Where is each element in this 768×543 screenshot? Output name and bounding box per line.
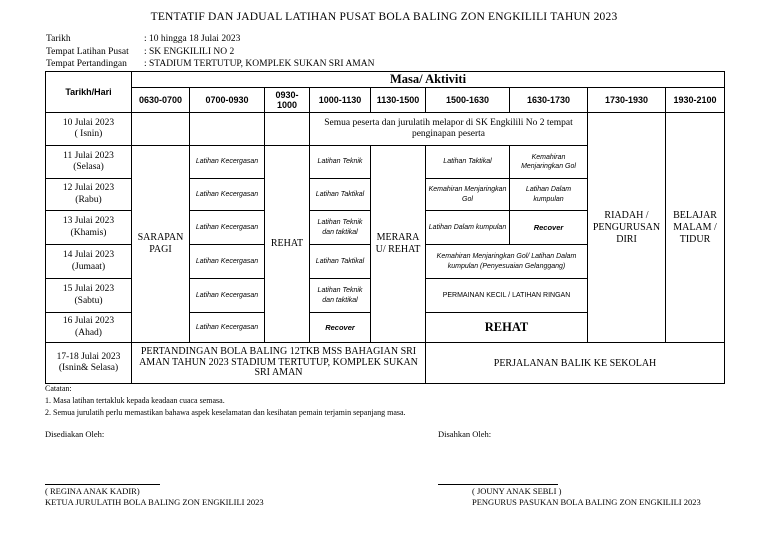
activity-cell: Latihan Taktikal (426, 146, 510, 179)
return-cell: PERJALANAN BALIK KE SEKOLAH (426, 343, 725, 384)
signatory-right (472, 486, 701, 508)
arrival-cell: Semua peserta dan jurulatih melapor di SK Engkilili No 2 tempat penginapan peserta (310, 113, 588, 146)
table-row (46, 343, 725, 384)
sarapan-cell: SARAPAN PAGI (132, 146, 190, 343)
rehat-cell: REHAT (426, 313, 588, 343)
day-date: 14 Julai 2023 (62, 250, 115, 260)
time-header: 1130-1500 (371, 88, 426, 113)
note-item: 1. Masa latihan tertakluk kepada keadaan cuaca semasa. (45, 396, 225, 405)
activity-cell: Latihan Kecergasan (190, 279, 265, 313)
activity-cell: Latihan Teknik (310, 146, 371, 179)
day-name: (Khamis) (70, 227, 107, 238)
activity-cell: PERMAINAN KECIL / LATIHAN RINGAN (426, 279, 588, 313)
day-name: (Jumaat) (71, 261, 106, 272)
day-cell (46, 279, 132, 313)
approved-by-label: Disahkan Oleh: (438, 429, 492, 439)
day-cell (46, 245, 132, 279)
riadah-cell: RIADAH / PENGURUSAN DIRI (588, 113, 666, 343)
day-name: (Isnin& Selasa) (58, 363, 119, 373)
signature-line-right (438, 484, 558, 485)
belajar-cell: BELAJAR MALAM / TIDUR (666, 113, 725, 343)
notes-block (45, 383, 406, 419)
activity-cell: Latihan Kecergasan (190, 211, 265, 245)
header-row-times (46, 88, 725, 113)
day-name: (Sabtu) (74, 295, 103, 306)
day-cell (46, 211, 132, 245)
day-date: 11 Julai 2023 (63, 150, 114, 161)
day-date: 15 Julai 2023 (62, 284, 115, 294)
activity-cell: Latihan Dalam kumpulan (426, 211, 510, 245)
header-row-group (46, 72, 725, 88)
activity-cell: Recover (510, 211, 588, 245)
activity-cell: Recover (310, 313, 371, 343)
schedule-table (45, 71, 725, 384)
rehat-cell: REHAT (265, 146, 310, 343)
day-name: (Rabu) (75, 194, 102, 205)
merara-cell: MERARA U/ REHAT (371, 146, 426, 343)
day-date: 13 Julai 2023 (62, 216, 115, 226)
activity-cell: Kemahiran Menjaringkan Gol/ Latihan Dalam kumpulan (Penyesuaian Gelanggang) (426, 245, 588, 279)
day-cell (46, 313, 132, 343)
empty-cell (265, 113, 310, 146)
time-header: 1930-2100 (666, 88, 725, 113)
empty-cell (132, 113, 190, 146)
time-header: 0930-1000 (265, 88, 310, 113)
signatory-name: ( REGINA ANAK KADIR) (45, 486, 140, 496)
activity-cell: Latihan Teknik dan taktikal (310, 211, 371, 245)
day-name: (Selasa) (73, 162, 104, 172)
activity-cell: Latihan Kecergasan (190, 179, 265, 211)
info-row-date (46, 33, 374, 46)
time-header: 1000-1130 (310, 88, 371, 113)
signatory-title: PENGURUS PASUKAN BOLA BALING ZON ENGKILILI 2023 (472, 497, 701, 507)
info-label: Tempat Pertandingan (46, 59, 127, 69)
activity-cell: Latihan Kecergasan (190, 245, 265, 279)
info-label: Tempat Latihan Pusat (46, 46, 129, 57)
day-cell (46, 179, 132, 211)
competition-cell: PERTANDINGAN BOLA BALING 12TKB MSS BAHAGIAN SRI AMAN TAHUN 2023 STADIUM TERTUTUP, KOMPLEK SUKAN SRI AMAN (132, 343, 426, 384)
activity-cell: Latihan Taktikal (310, 179, 371, 211)
info-value: : 10 hingga 18 Julai 2023 (144, 34, 241, 44)
info-value: : STADIUM TERTUTUP, KOMPLEK SUKAN SRI AMAN (144, 59, 375, 69)
info-value: : SK ENGKILILI NO 2 (144, 46, 235, 57)
notes-heading: Catatan: (45, 384, 72, 393)
table-row (46, 113, 725, 146)
activity-cell: Latihan Taktikal (310, 245, 371, 279)
day-date: 10 Julai 2023 (62, 117, 115, 128)
empty-cell (190, 113, 265, 146)
day-cell (46, 113, 132, 146)
note-item: 2. Semua jurulatih perlu memastikan bahawa aspek keselamatan dan kesihatan pemain terjamin sepanjang masa. (45, 408, 406, 417)
info-label: Tarikh (46, 34, 71, 44)
info-row-competition-venue (46, 58, 374, 71)
activity-cell: Kemahiran Menjaringkan Gol (426, 179, 510, 211)
time-header: 1730-1930 (588, 88, 666, 113)
info-block (46, 33, 374, 71)
day-cell (46, 343, 132, 384)
day-date: 17-18 Julai 2023 (56, 351, 121, 362)
activity-cell: Latihan Dalam kumpulan (510, 179, 588, 211)
activity-cell: Latihan Kecergasan (190, 146, 265, 179)
activity-cell: Kemahiran Menjaringkan Gol (510, 146, 588, 179)
time-header: 1500-1630 (426, 88, 510, 113)
day-name: ( Isnin) (74, 129, 103, 139)
day-date: 12 Julai 2023 (62, 183, 115, 193)
day-cell (46, 146, 132, 179)
activity-cell: Latihan Kecergasan (190, 313, 265, 343)
prepared-by-label: Disediakan Oleh: (45, 429, 105, 439)
info-row-training-venue (46, 46, 374, 59)
time-header: 1630-1730 (510, 88, 588, 113)
signature-line-left (45, 484, 160, 485)
document-title: TENTATIF DAN JADUAL LATIHAN PUSAT BOLA BALING ZON ENGKILILI TAHUN 2023 (150, 11, 618, 23)
day-name: (Ahad) (75, 327, 102, 338)
signatory-left (45, 486, 264, 508)
time-header: 0700-0930 (190, 88, 265, 113)
time-header: 0630-0700 (132, 88, 190, 113)
signatory-name: ( JOUNY ANAK SEBLI ) (472, 486, 562, 496)
header-masa-aktiviti: Masa/ Aktiviti (132, 72, 725, 88)
day-date: 16 Julai 2023 (62, 316, 115, 326)
activity-cell: Latihan Teknik dan taktikal (310, 279, 371, 313)
header-day: Tarikh/Hari (46, 72, 132, 113)
signatory-title: KETUA JURULATIH BOLA BALING ZON ENGKILILI 2023 (45, 497, 264, 507)
